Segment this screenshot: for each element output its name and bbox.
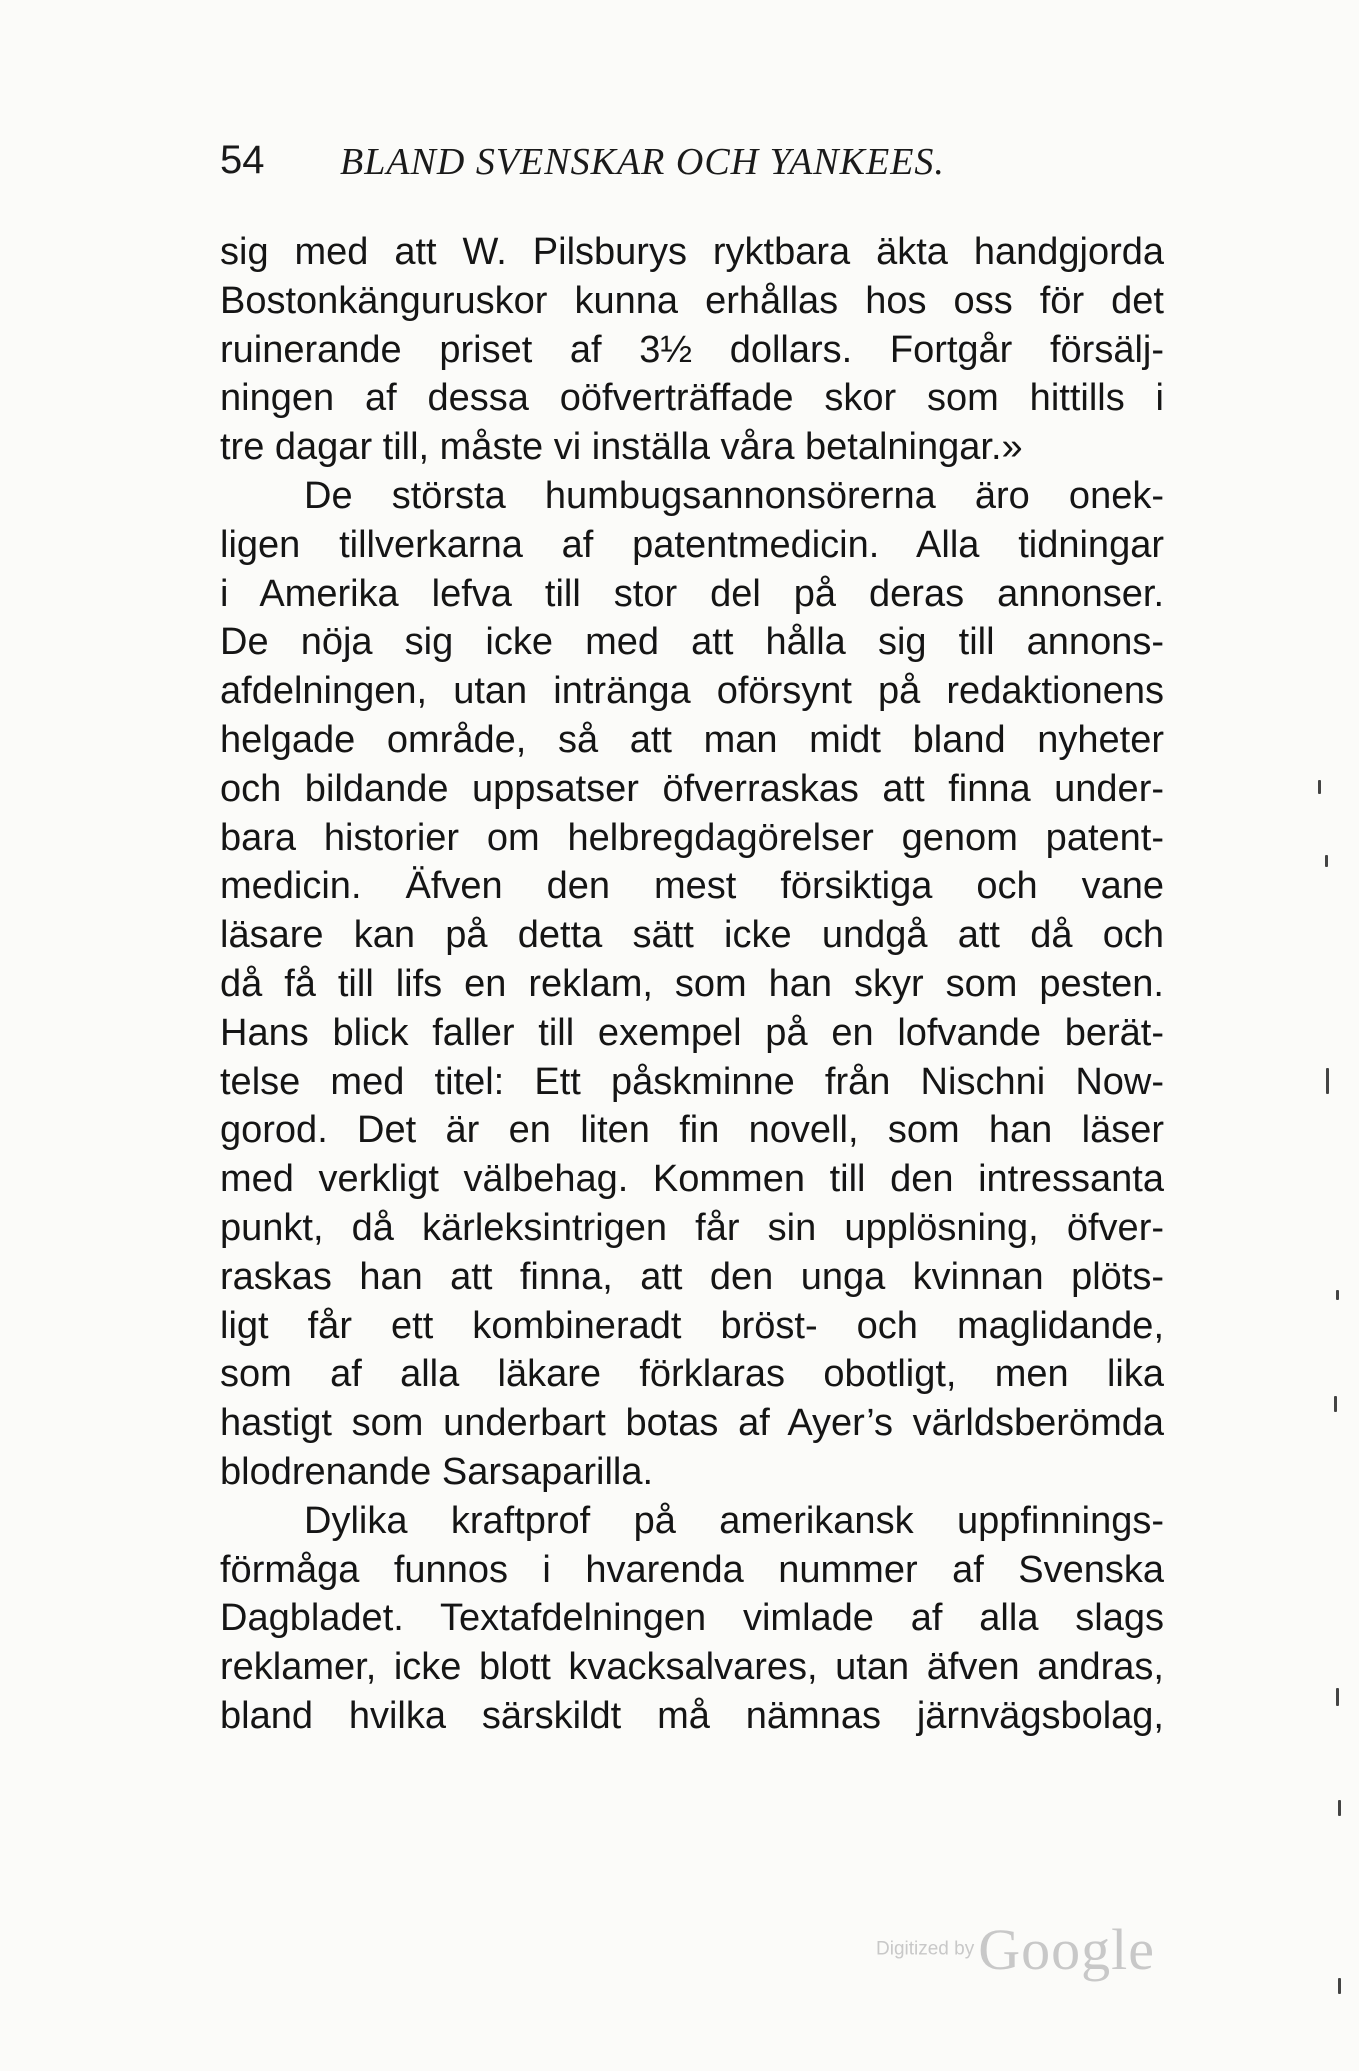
text-line: gorod. Det är en liten fin novell, som han läser [220,1109,1164,1152]
text-line: helgade område, så att man midt bland nyheter [220,718,1164,761]
text-line: då få till lifs en reklam, som han skyr som pesten. [220,962,1164,1005]
text-line: ligen tillverkarna af patentmedicin. Alla tidningar [220,523,1164,566]
text-line: läsare kan på detta sätt icke undgå att då och [220,914,1164,957]
text-line: sig med att W. Pilsburys ryktbara äkta handgjorda [220,231,1164,273]
text-line: reklamer, icke blott kvacksalvares, utan äfven andras, [220,1646,1164,1689]
page-number: 54 [220,138,265,182]
text-line: De största humbugsannonsörerna äro onek- [304,474,1164,517]
body-text [220,228,1164,1741]
watermark-prefix: Digitized by [876,1938,975,1960]
text-line: Dylika kraftprof på amerikansk uppfinnings- [304,1499,1164,1542]
text-line: afdelningen, utan intränga oförsynt på redaktionens [220,670,1164,713]
scan-edge-mark [1336,1688,1339,1706]
scan-edge-mark [1336,1290,1339,1300]
text-line: Hans blick faller till exempel på en lofvande berät- [220,1011,1164,1054]
text-line: punkt, då kärleksintrigen får sin upplösning, öfver- [220,1206,1164,1249]
text-line: bara historier om helbregdagörelser genom patent- [220,816,1164,859]
text-line: hastigt som underbart botas af Ayer’s världsberömda [220,1402,1164,1445]
text-line: som af alla läkare förklaras obotligt, men lika [220,1353,1164,1396]
text-line: ruinerande priset af 3½ dollars. Fortgår försälj- [220,328,1164,371]
scan-edge-mark [1325,855,1328,867]
text-line: Bostonkänguruskor kunna erhållas hos oss för det [220,279,1164,322]
text-line: och bildande uppsatser öfverraskas att finna under- [220,767,1164,810]
watermark-brand: Google [978,1917,1155,1982]
digitized-by-google-watermark [876,1916,1155,1983]
text-line: tre dagar till, måste vi inställa våra betalningar.» [220,426,1023,469]
text-line: Dagbladet. Textafdelningen vimlade af alla slags [220,1597,1164,1640]
page-header [220,138,1160,198]
text-line: medicin. Äfven den mest försiktiga och vane [220,865,1164,908]
scan-edge-mark [1326,1068,1329,1094]
text-line: förmåga funnos i hvarenda nummer af Svenska [220,1548,1164,1591]
scan-edge-mark [1334,1396,1337,1412]
text-line: ligt får ett kombineradt bröst- och maglidande, [220,1304,1164,1347]
text-line: De nöja sig icke med att hålla sig till annons- [220,621,1164,664]
text-line: raskas han att finna, att den unga kvinnan plöts- [220,1255,1164,1298]
text-line: ningen af dessa oöfverträffade skor som hittills i [220,377,1164,420]
running-title: BLAND SVENSKAR OCH YANKEES. [340,141,945,183]
scan-edge-mark [1338,1978,1341,1994]
text-line: bland hvilka särskildt må nämnas järnvägsbolag, [220,1694,1164,1737]
scan-edge-mark [1318,780,1321,794]
text-line: med verkligt välbehag. Kommen till den intressanta [220,1158,1164,1201]
scan-edge-mark [1338,1800,1341,1816]
text-line: i Amerika lefva till stor del på deras annonser. [220,572,1164,615]
text-line: blodrenande Sarsaparilla. [220,1450,654,1493]
text-line: telse med titel: Ett påskminne från Nischni Now- [220,1060,1164,1103]
